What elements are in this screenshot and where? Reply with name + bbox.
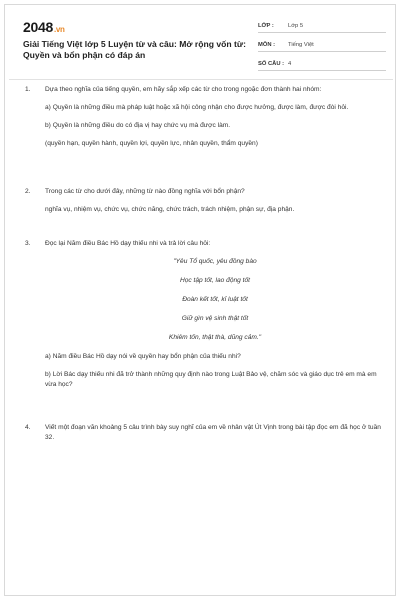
poem-line: "Yêu Tổ quốc, yêu đồng bào — [173, 258, 257, 265]
question-option-b: b) Lời Bác dạy thiếu nhi đã trở thành những quy định nào trong Luật Bảo vệ, chăm sóc và giáo dục trẻ em mà em vừa học? — [45, 371, 377, 388]
worksheet — [4, 4, 396, 596]
question-option-a: a) Năm điều Bác Hồ dạy nói về quyền hay bổn phận của thiếu nhi? — [45, 353, 241, 360]
question-number: 2. — [25, 188, 31, 195]
meta-value: 4 — [288, 60, 292, 67]
logo-text: 2048 — [23, 19, 53, 35]
poem-line: Giữ gìn vệ sinh thật tốt — [181, 315, 249, 322]
question-prompt: Đọc lại Năm điều Bác Hồ dạy thiếu nhi và trả lời câu hỏi: — [45, 240, 211, 247]
question-2 — [25, 187, 385, 215]
poem-line: Đoàn kết tốt, kỉ luật tốt — [182, 296, 248, 303]
meta-value: Lớp 5 — [288, 22, 304, 29]
meta-row-grade — [258, 19, 386, 33]
question-option-b: b) Quyền là những điều do có địa vị hay chức vụ mà được làm. — [45, 122, 231, 129]
question-number: 1. — [25, 86, 31, 93]
page-title: Giải Tiếng Việt lớp 5 Luyện từ và câu: Mở rộng vốn từ: Quyền và bổn phận có đáp án — [23, 39, 246, 60]
question-number: 3. — [25, 240, 31, 247]
poem-block — [45, 257, 385, 343]
meta-row-subject — [258, 38, 386, 52]
question-option-a: a) Quyền là những điều mà pháp luật hoặc xã hội công nhận cho được hưởng, được làm, được đòi hỏi. — [45, 104, 349, 111]
meta-row-count — [258, 57, 386, 71]
question-prompt: Dựa theo nghĩa của tiếng quyền, em hãy sắp xếp các từ cho trong ngoặc đơn thành hai nhóm: — [45, 86, 322, 93]
logo-tld: .vn — [53, 25, 65, 34]
question-word-list: nghĩa vụ, nhiệm vụ, chức vụ, chức năng, chức trách, trách nhiệm, phận sự, địa phận. — [45, 206, 295, 213]
meta-info — [258, 19, 386, 76]
header-divider — [9, 79, 393, 80]
meta-label: LỚP : — [258, 22, 274, 29]
poem-line: Khiêm tốn, thật thà, dũng cảm." — [168, 334, 262, 341]
question-word-list: (quyền hạn, quyền hành, quyền lợi, quyền lực, nhân quyền, thẩm quyền) — [45, 140, 258, 147]
question-number: 4. — [25, 424, 31, 431]
site-logo[interactable] — [23, 19, 65, 35]
question-1 — [25, 85, 385, 149]
meta-label: MÔN : — [258, 41, 276, 48]
question-4 — [25, 423, 385, 443]
poem-line: Học tập tốt, lao động tốt — [179, 277, 250, 284]
question-prompt: Viết một đoạn văn khoảng 5 câu trình bày suy nghĩ của em về nhân vật Út Vịnh trong bài tập đọc em đã học ở tuần 32. — [45, 424, 381, 441]
question-3 — [25, 239, 385, 390]
question-prompt: Trong các từ cho dưới đây, những từ nào đồng nghĩa với bổn phận? — [45, 188, 245, 195]
meta-label: SỐ CÂU : — [258, 60, 285, 67]
meta-value: Tiếng Việt — [288, 41, 314, 48]
